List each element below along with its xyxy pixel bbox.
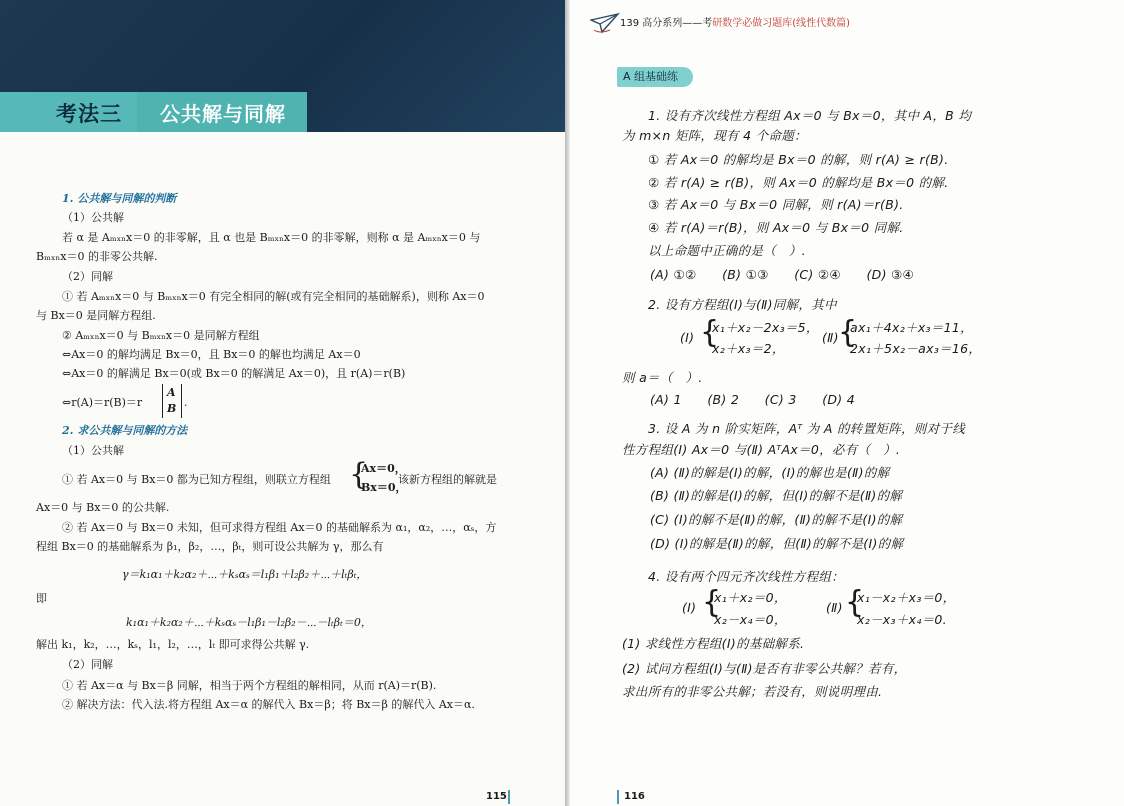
- para-def-common-b: Bₘₓₙx＝0 的非零公共解.: [36, 250, 158, 263]
- system-row-1: Ax＝0，: [361, 462, 406, 475]
- para-method-1: ① 若 Ax＝0 与 Bx＝0 都为已知方程组，则联立方程组: [62, 473, 331, 486]
- q1-options: (A) ①② (B) ①③ (C) ②④ (D) ③④: [650, 267, 915, 282]
- q4-sys1-row-1: x₁＋x₂＝0，: [714, 590, 787, 605]
- q1-ask: 以上命题中正确的是（ ）.: [648, 243, 806, 258]
- q2-sys2-label: (Ⅱ): [822, 330, 839, 345]
- system-row-2: Bx＝0，: [361, 481, 407, 494]
- q1-prop-2: ② 若 r(A) ≥ r(B)，则 Ax＝0 的解均是 Bx＝0 的解.: [648, 175, 949, 190]
- page-number-right: 116: [624, 791, 645, 802]
- word-ji: 即: [36, 592, 47, 605]
- q4-line-1: 4. 设有两个四元齐次线性方程组：: [648, 569, 845, 584]
- q2-sys1-row-2: x₂＋x₃＝2，: [712, 341, 785, 356]
- section-title: 公共解与同解: [160, 102, 286, 126]
- q2-sys1-row-1: x₁＋x₂－2x₃＝5，: [712, 320, 819, 335]
- para-equiv-4: ⇔r(A)＝r(B)＝r: [62, 396, 143, 409]
- heading-methods: 2. 求公共解与同解的方法: [62, 424, 188, 437]
- equation-gamma: γ＝k₁α₁＋k₂α₂＋⋯＋kₛαₛ＝l₁β₁＋l₂β₂＋⋯＋lₜβₜ，: [122, 568, 368, 581]
- para-method-1b: Ax＝0 与 Bx＝0 的公共解.: [36, 501, 170, 514]
- sub-same-solution: （2）同解: [62, 270, 113, 283]
- q3-line-2: 性方程组(Ⅰ) Ax＝0 与(Ⅱ) AᵀAx＝0，必有（ ）.: [622, 442, 901, 457]
- q3-option-a: (A) (Ⅱ)的解是(Ⅰ)的解，(Ⅰ)的解也是(Ⅱ)的解: [650, 465, 890, 480]
- q3-option-c: (C) (Ⅰ)的解不是(Ⅱ)的解，(Ⅱ)的解不是(Ⅰ)的解: [650, 512, 903, 527]
- q3-option-d: (D) (Ⅰ)的解是(Ⅱ)的解，但(Ⅱ)的解不是(Ⅰ)的解: [650, 536, 904, 551]
- q2-sys1-brace: {: [700, 315, 720, 350]
- q1-line-2: 为 m×n 矩阵，现有 4 个命题：: [622, 128, 807, 143]
- group-badge: A 组基础练: [617, 67, 693, 87]
- section-label: 考法三: [56, 102, 122, 126]
- para-method-1-post: 该新方程组的解就是: [398, 473, 497, 486]
- matrix-entry-a: A: [167, 386, 176, 399]
- q2-ask: 则 a＝（ ）.: [622, 370, 703, 385]
- para-method-2a: ② 若 Ax＝0 与 Bx＝0 未知，但可求得方程组 Ax＝0 的基础解系为 α₁，α₂，…，αₛ，方: [62, 521, 497, 534]
- sub-same-solution-2: （2）同解: [62, 658, 113, 671]
- para-def-same-a: ① 若 Aₘₓₙx＝0 与 Bₘₓₙx＝0 有完全相同的解(或有完全相同的基础解系)，则称 Ax＝0: [62, 290, 485, 303]
- q1-prop-1: ① 若 Ax＝0 的解均是 Bx＝0 的解，则 r(A) ≥ r(B).: [648, 152, 949, 167]
- equation-linear-combo: k₁α₁＋k₂α₂＋⋯＋kₛαₛ－l₁β₁－l₂β₂－⋯－lₜβₜ＝0，: [126, 616, 372, 629]
- matrix-entry-b: B: [167, 402, 177, 415]
- para-same-1: ① 若 Ax＝α 与 Bx＝β 同解，相当于两个方程组的解相同，从而 r(A)＝r(B).: [62, 679, 437, 692]
- q4-sys2-brace: {: [845, 585, 865, 620]
- q4-sys1-row-2: x₂－x₄＝0，: [714, 612, 787, 627]
- q4-part-2a: (2) 试问方程组(Ⅰ)与(Ⅱ)是否有非零公共解？若有，: [622, 661, 907, 676]
- sub-common-solution: （1）公共解: [62, 211, 124, 224]
- q4-part-1: (1) 求线性方程组(Ⅰ)的基础解系.: [622, 636, 805, 651]
- q4-sys2-label: (Ⅱ): [826, 600, 843, 615]
- q1-line-1: 1. 设有齐次线性方程组 Ax＝0 与 Bx＝0，其中 A，B 均: [648, 108, 972, 123]
- q2-sys2-row-2: 2x₁＋5x₂－ax₃＝16，: [850, 341, 982, 356]
- para-equiv-2: ⇔Ax＝0 的解均满足 Bx＝0，且 Bx＝0 的解也均满足 Ax＝0: [62, 348, 361, 361]
- page-number-bar-right: [617, 790, 619, 804]
- para-equiv-3: ⇔Ax＝0 的解满足 Bx＝0(或 Bx＝0 的解满足 Ax＝0)，且 r(A)＝r(B): [62, 367, 406, 380]
- period: .: [184, 396, 188, 409]
- rank-matrix: [162, 384, 182, 418]
- para-def-common-a: 若 α 是 Aₘₓₙx＝0 的非零解，且 α 也是 Bₘₓₙx＝0 的非零解，则称 α 是 Aₘₓₙx＝0 与: [62, 231, 481, 244]
- para-solve: 解出 k₁，k₂，…，kₛ，l₁，l₂，…，lₜ 即可求得公共解 γ.: [36, 638, 310, 651]
- running-head: [620, 14, 850, 29]
- page-number-bar-left: [508, 790, 510, 804]
- q4-sys1-brace: {: [702, 585, 722, 620]
- paper-plane-icon: [590, 12, 620, 34]
- para-def-same-b: 与 Bx＝0 是同解方程组.: [36, 309, 156, 322]
- q4-part-2b: 求出所有的非零公共解；若没有，则说明理由.: [622, 684, 883, 699]
- q1-prop-4: ④ 若 r(A)＝r(B)，则 Ax＝0 与 Bx＝0 同解.: [648, 220, 904, 235]
- q3-line-1: 3. 设 A 为 n 阶实矩阵，Aᵀ 为 A 的转置矩阵，则对于线: [648, 421, 965, 436]
- para-same-2: ② 解决方法：代入法.将方程组 Ax＝α 的解代入 Bx＝β；将 Bx＝β 的解代入 Ax＝α.: [62, 698, 475, 711]
- running-head-series: 139 高分系列——考: [620, 18, 713, 29]
- q2-options: (A) 1 (B) 2 (C) 3 (D) 4: [650, 392, 855, 407]
- q2-line-1: 2. 设有方程组(Ⅰ)与(Ⅱ)同解，其中: [648, 297, 837, 312]
- running-head-book: 研数学必做习题库(线性代数篇): [712, 18, 851, 29]
- q4-sys1-label: (Ⅰ): [682, 600, 697, 615]
- q4-sys2-row-1: x₁－x₂＋x₃＝0，: [857, 590, 956, 605]
- page-number-left: 115: [486, 791, 507, 802]
- sub-common-solution-2: （1）公共解: [62, 444, 124, 457]
- system-brace: {: [349, 457, 369, 492]
- q2-sys1-label: (Ⅰ): [680, 330, 695, 345]
- para-equiv-1: ② Aₘₓₙx＝0 与 Bₘₓₙx＝0 是同解方程组: [62, 329, 260, 342]
- para-method-2b: 程组 Bx＝0 的基础解系为 β₁，β₂，…，βₜ，则可设公共解为 γ，那么有: [36, 540, 384, 553]
- q3-option-b: (B) (Ⅱ)的解是(Ⅰ)的解，但(Ⅰ)的解不是(Ⅱ)的解: [650, 488, 903, 503]
- q1-prop-3: ③ 若 Ax＝0 与 Bx＝0 同解，则 r(A)＝r(B).: [648, 197, 904, 212]
- q2-sys2-row-1: ax₁＋4x₂＋x₃＝11，: [850, 320, 973, 335]
- q2-sys2-brace: {: [838, 315, 858, 350]
- q4-sys2-row-2: x₂－x₃＋x₄＝0.: [857, 612, 947, 627]
- heading-judgment: 1. 公共解与同解的判断: [62, 192, 177, 205]
